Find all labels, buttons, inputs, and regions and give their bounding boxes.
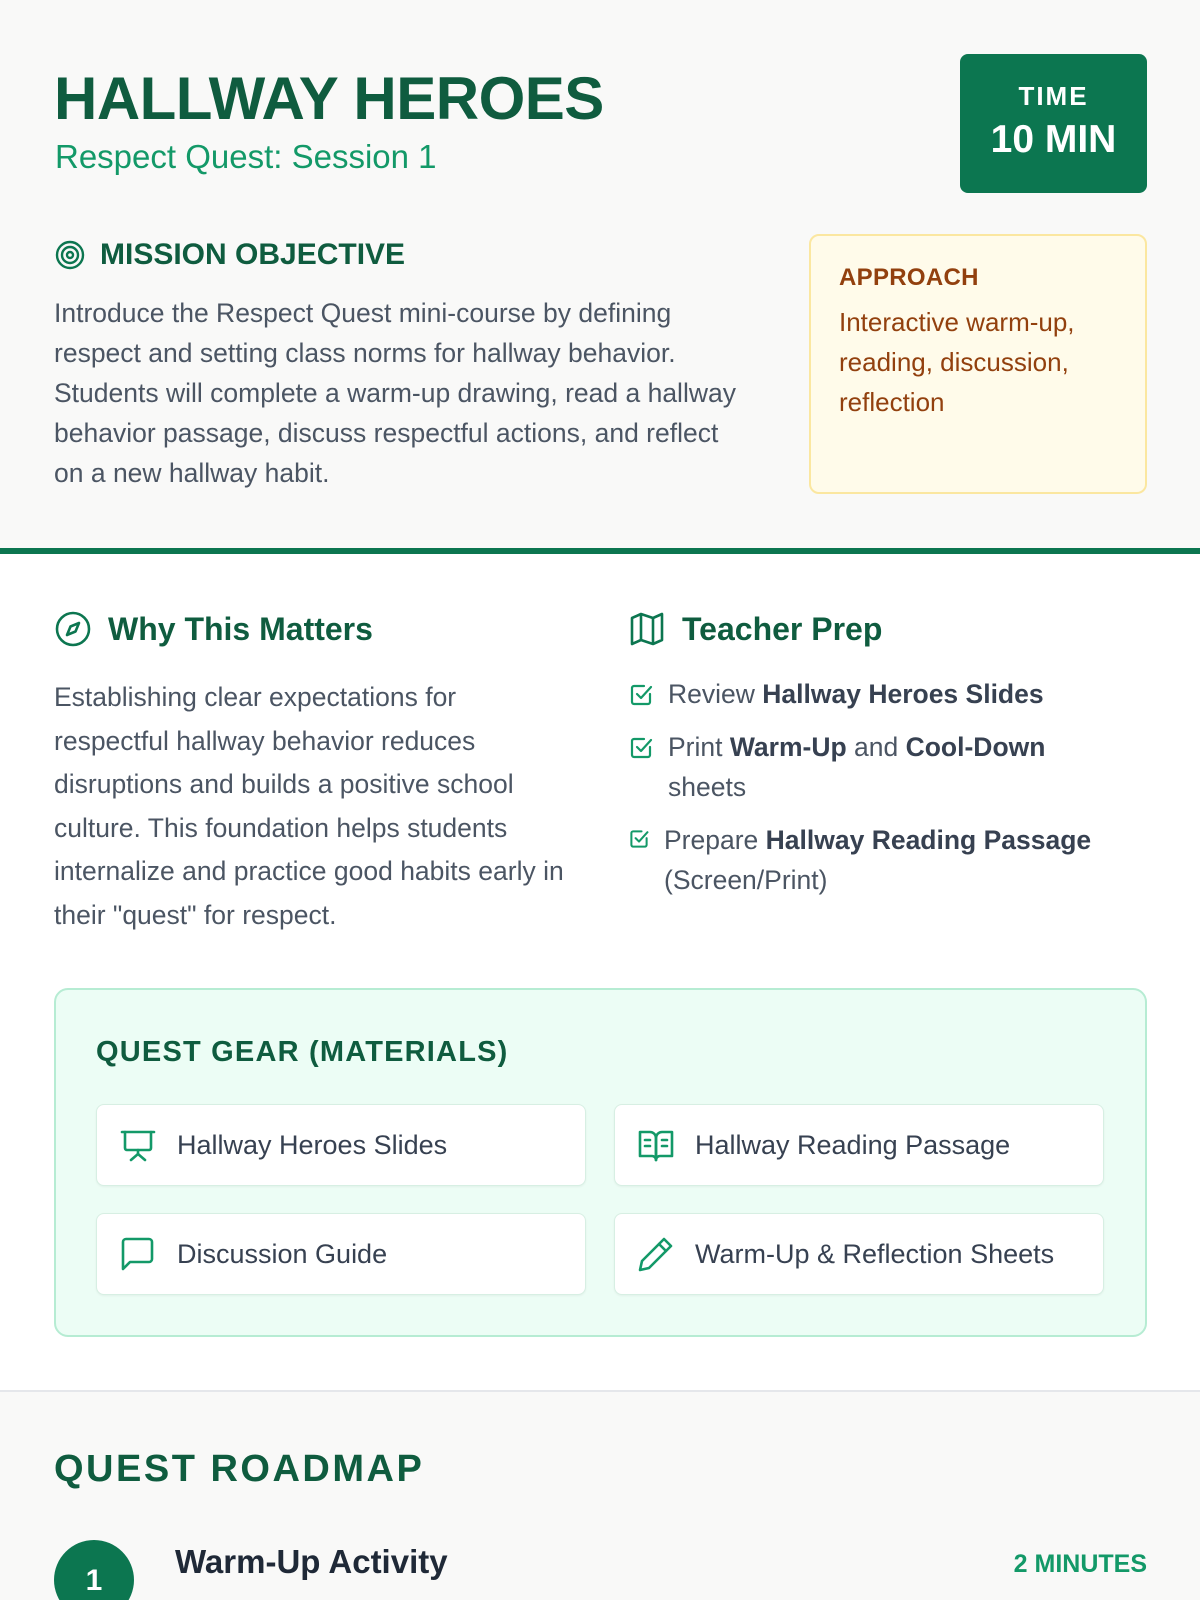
step-duration: 2 MINUTES [1013,1550,1147,1578]
prep-item [628,727,1128,807]
map-icon [628,610,666,648]
approach-label: APPROACH [839,264,979,291]
prep-title: Teacher Prep [682,610,883,647]
material-discussion-guide[interactable] [96,1213,586,1295]
page-title: HALLWAY HEROES [54,65,604,132]
book-open-icon [637,1126,675,1164]
prep-item-text: Print [668,732,730,762]
material-slides[interactable] [96,1104,586,1186]
mission-heading [54,238,405,272]
roadmap-title: QUEST ROADMAP [54,1448,425,1490]
material-label: Discussion Guide [177,1238,388,1269]
material-label: Hallway Reading Passage [695,1129,1011,1160]
prep-item-text: and [846,732,906,762]
page-subtitle: Respect Quest: Session 1 [55,138,437,175]
prep-item-bold: Hallway Heroes Slides [762,679,1044,709]
time-label: TIME [1018,81,1089,111]
why-body: Establishing clear expectations for respectful hallway behavior reduces disruptions and builds a positive school culture. This foundation helps students internalize and practice good habits early in their "quest" for respect. [54,682,564,930]
mission-title: MISSION OBJECTIVE [100,238,406,271]
checkbox-checked-icon [628,682,654,708]
material-label: Warm-Up & Reflection Sheets [695,1238,1055,1269]
prep-item-text: sheets [668,772,747,802]
time-badge [960,54,1147,193]
prep-item-bold: Warm-Up [729,732,847,762]
step-title: Warm-Up Activity [175,1543,448,1580]
approach-card [809,234,1147,494]
checkbox-checked-icon [628,828,650,850]
prep-item-bold: Hallway Reading Passage [765,825,1092,855]
material-reading-passage[interactable] [614,1104,1104,1186]
mission-body: Introduce the Respect Quest mini-course by defining respect and setting class norms for hallway behavior. Students will complete a warm-up drawing, read a hallway behavior passage, discuss respectful actions, and reflect on a new hallway habit. [54,298,736,488]
step-number-badge: 1 [54,1540,134,1600]
materials-panel [54,988,1147,1337]
pencil-icon [637,1235,675,1273]
checkbox-checked-icon [628,735,654,761]
prep-item [628,674,1128,714]
prep-item-text: Prepare [664,825,766,855]
presentation-icon [119,1126,157,1164]
target-icon [54,239,86,271]
message-square-icon [119,1235,157,1273]
prep-item [628,820,1128,900]
time-value: 10 MIN [990,118,1117,161]
material-label: Hallway Heroes Slides [177,1129,448,1160]
approach-text: Interactive warm-up, reading, discussion, reflection [839,307,1075,417]
material-worksheets[interactable] [614,1213,1104,1295]
header-divider [0,548,1200,554]
prep-item-text: Review [668,679,763,709]
why-heading [54,610,373,648]
prep-item-bold: Cool-Down [905,732,1046,762]
compass-icon [54,610,92,648]
materials-title: QUEST GEAR (MATERIALS) [96,1036,509,1068]
why-title: Why This Matters [108,610,373,647]
prep-item-text: (Screen/Print) [664,865,828,895]
prep-heading [628,610,882,648]
